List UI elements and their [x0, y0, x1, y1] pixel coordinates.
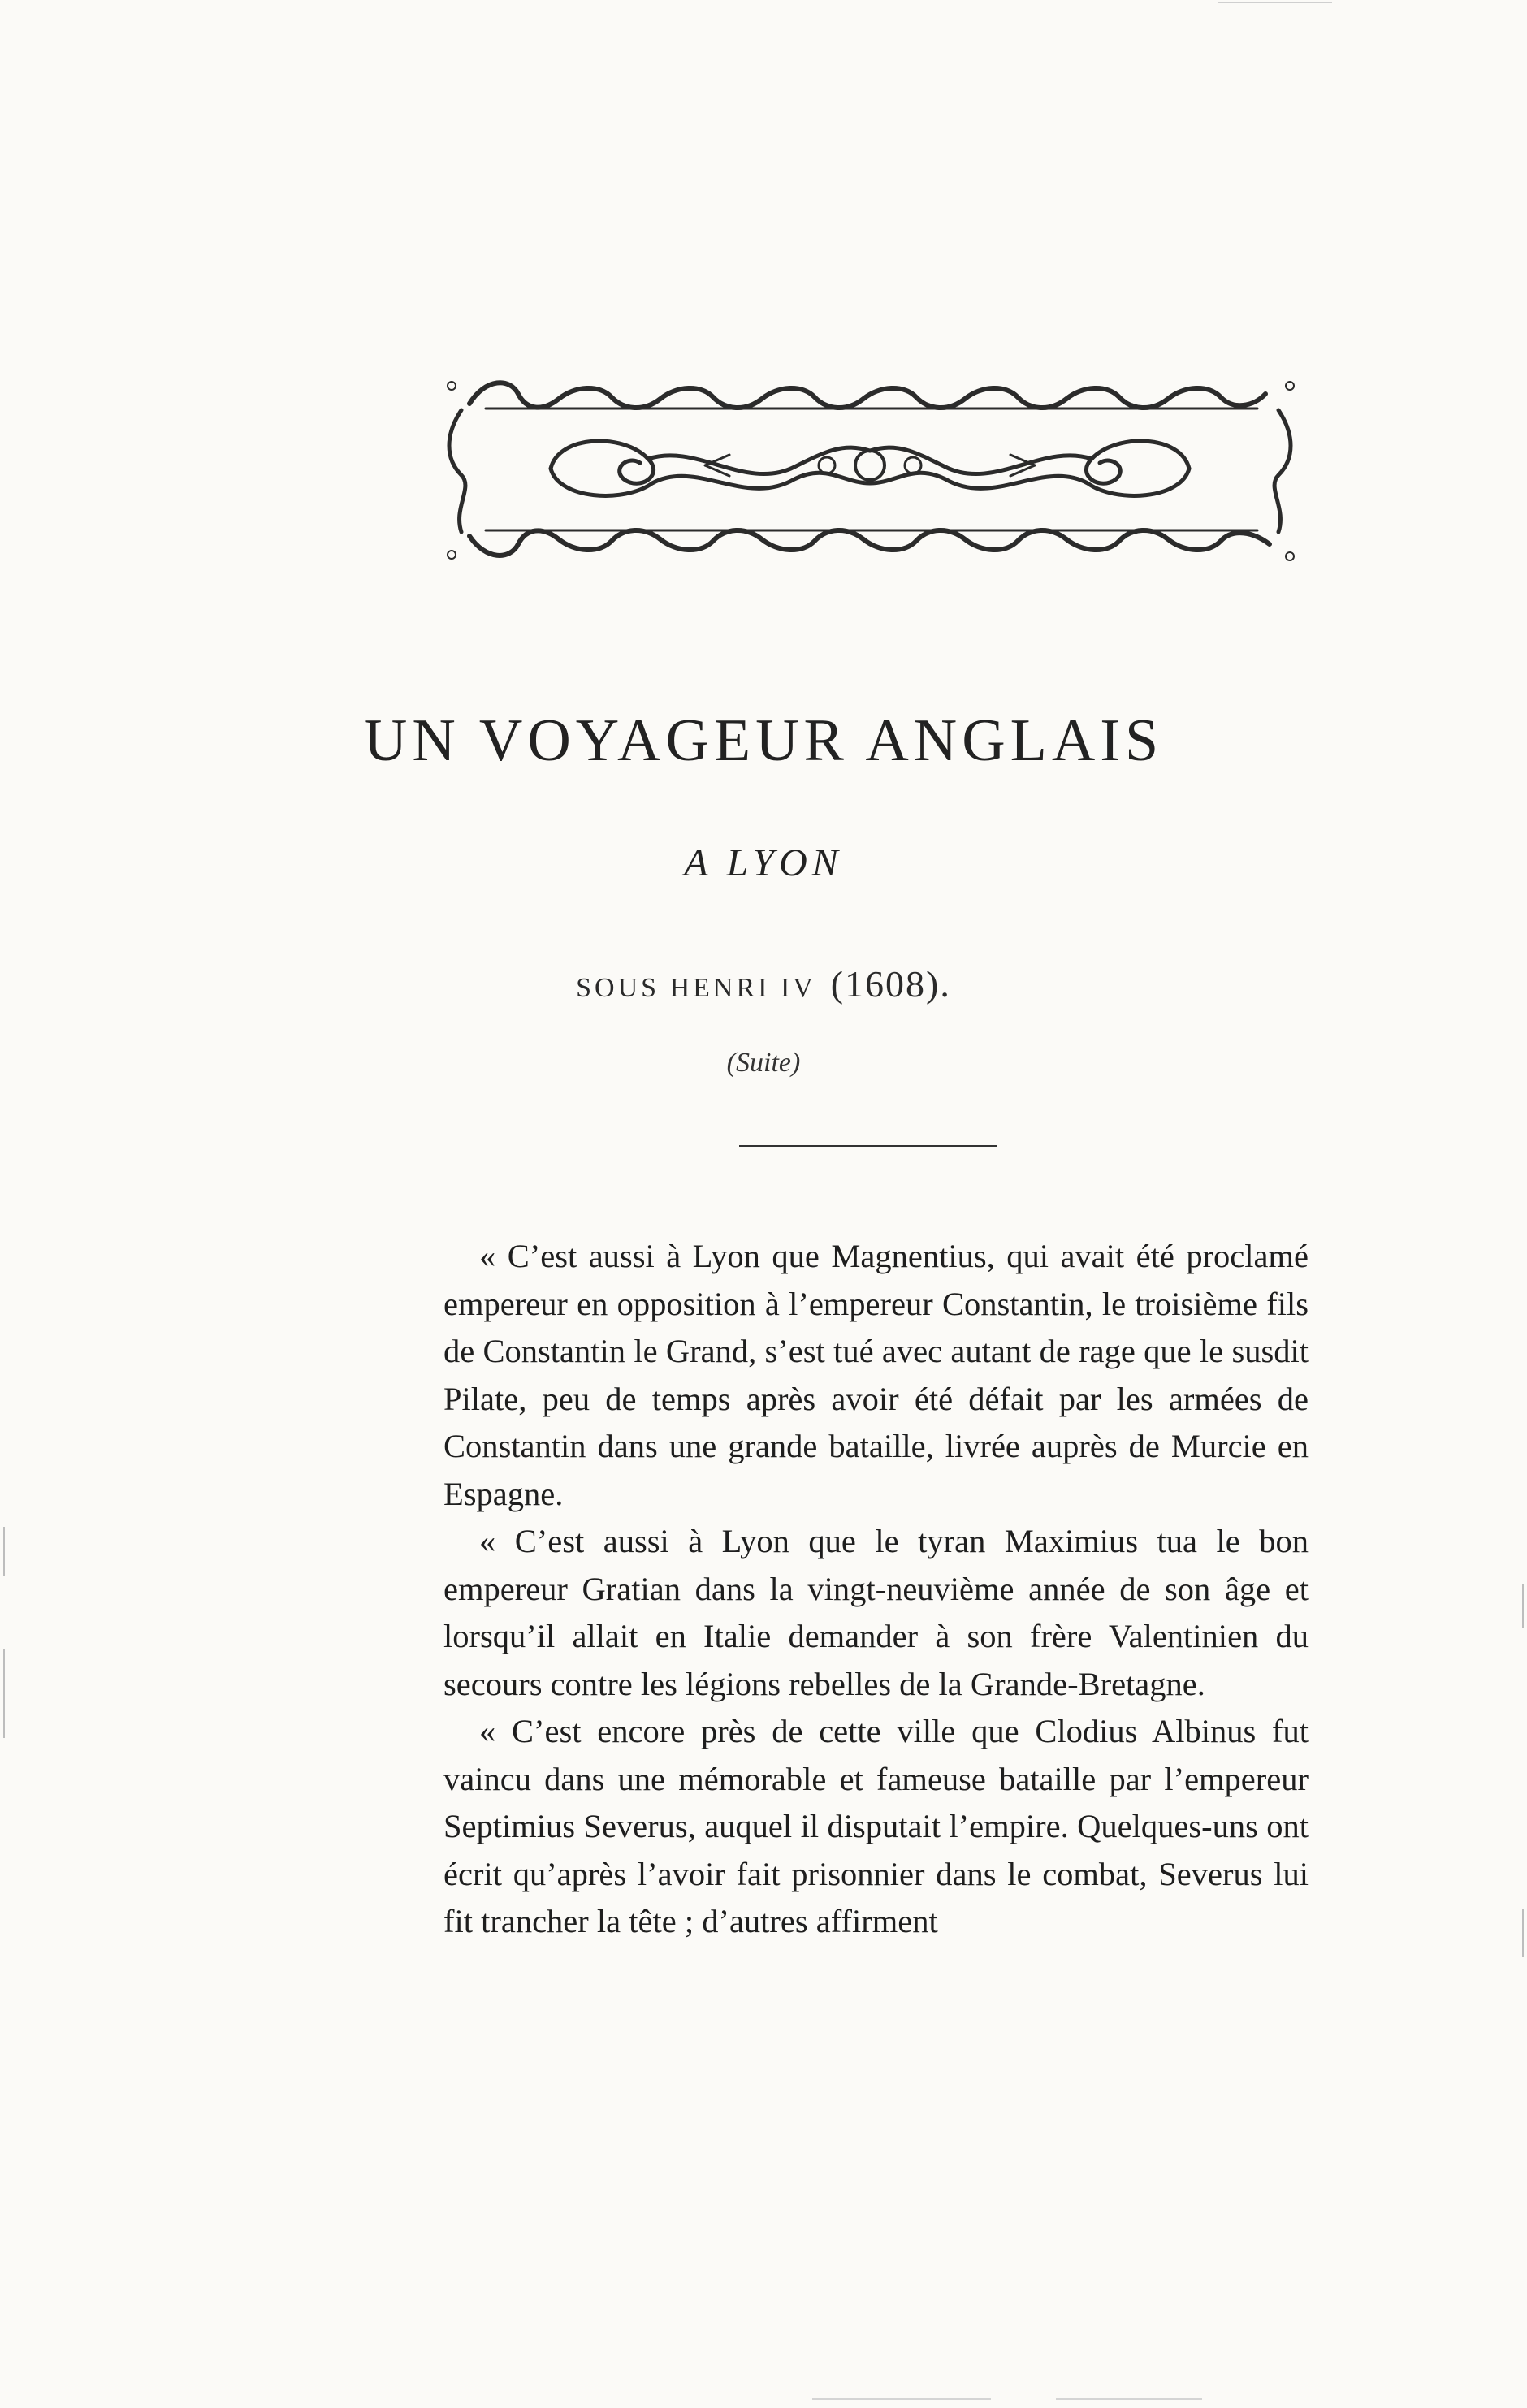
article-body — [443, 1233, 1309, 1946]
reign-line — [0, 962, 1527, 1005]
scan-edge-mark — [3, 1527, 5, 1576]
reign-year: (1608). — [830, 963, 951, 1005]
article-subtitle: A LYON — [684, 841, 843, 884]
paragraph: « C’est encore près de cette ville que Clodius Albinus fut vaincu dans une mémorable et fameuse bataille par l’empereur Septimius Severus, auquel il disputait l’empire. Quelques-uns ont écrit qu’après l’avoir fait prisonnier dans le combat, Severus lui fit trancher la tête ; d’autres affirment — [443, 1713, 1309, 1939]
scan-edge-mark — [1522, 1584, 1524, 1628]
paragraph: « C’est aussi à Lyon que le tyran Maximius tua le bon empereur Gratian dans la vingt-neuvième année de son âge et lorsqu’il allait en Italie demander à son frère Valentinien du secours contre les légions rebelles de la Grande-Bretagne. — [443, 1523, 1309, 1702]
article-title: UN VOYAGEUR ANGLAIS — [363, 707, 1164, 774]
scan-edge-mark — [1218, 2, 1332, 3]
paragraph: « C’est aussi à Lyon que Magnentius, qui avait été proclamé empereur en opposition à l’empereur Constantin, le troisième fils de Constantin le Grand, s’est tué avec autant de rage que le susdit Pilate, peu de temps après avoir été défait par les armées de Constantin dans une grande bataille, livrée auprès de Murcie en Espagne. — [443, 1238, 1309, 1512]
scan-edge-mark — [3, 1649, 5, 1738]
scan-edge-mark — [1522, 1909, 1524, 1957]
ornamental-header-band — [437, 370, 1303, 568]
scan-edge-mark — [812, 2398, 991, 2400]
continued-label: (Suite) — [726, 1048, 801, 1078]
reign-text: SOUS HENRI IV — [576, 973, 816, 1003]
scan-edge-mark — [1056, 2398, 1202, 2400]
section-divider — [739, 1145, 997, 1147]
